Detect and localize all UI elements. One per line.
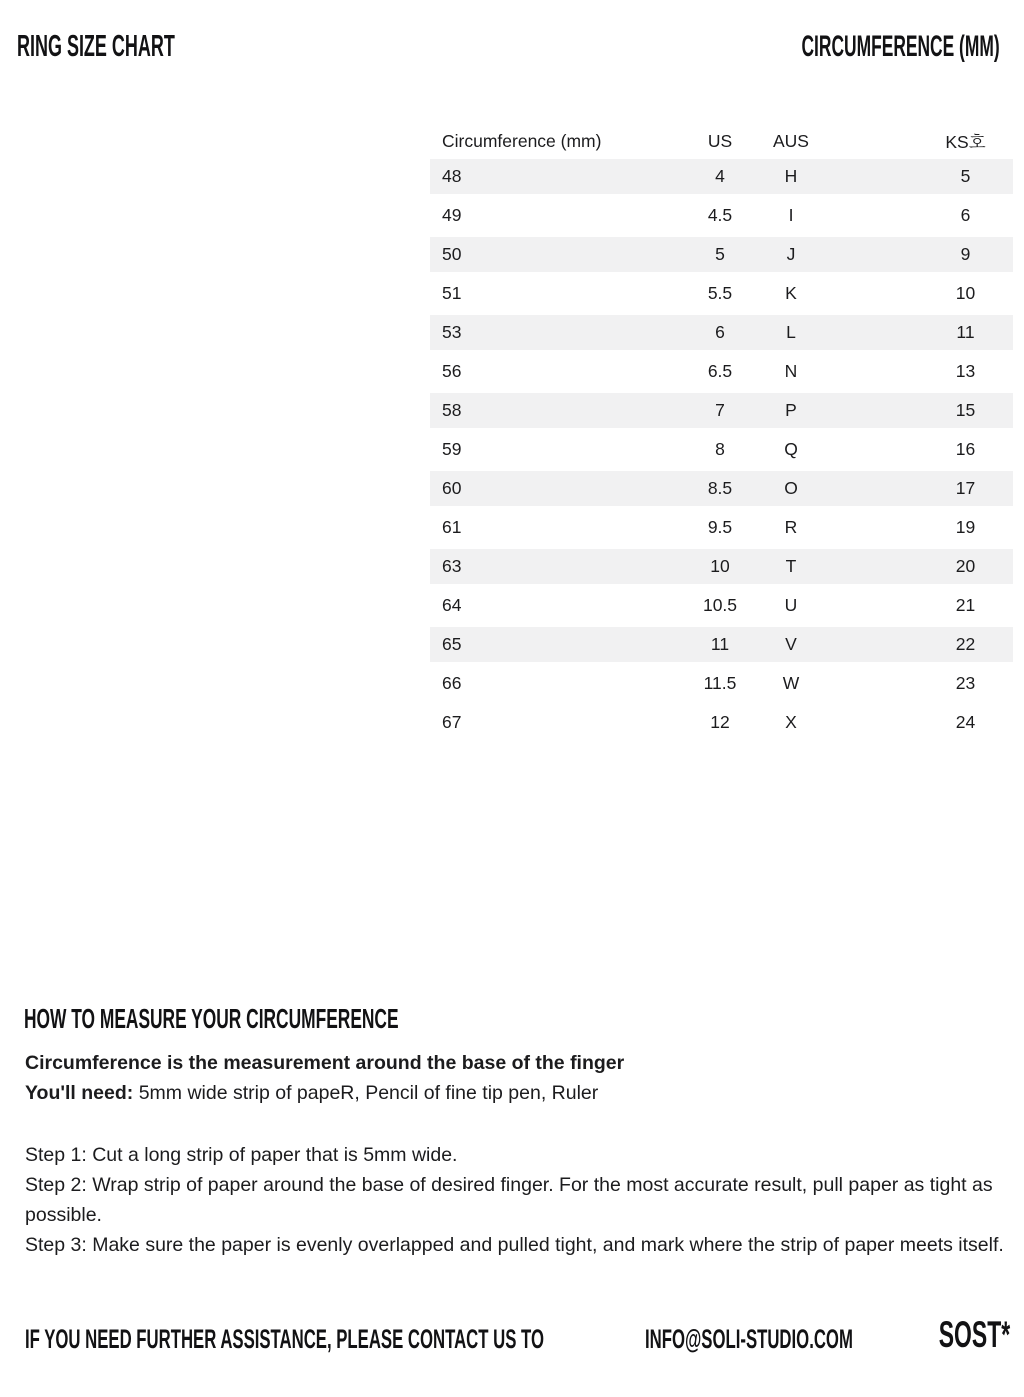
cell-us-size: 12 xyxy=(710,712,730,732)
footer-email[interactable]: INFO@SOLI-STUDIO.COM xyxy=(645,1324,853,1354)
cell-circumference: 63 xyxy=(442,556,462,576)
cell-ks-size: 17 xyxy=(955,478,976,498)
cell-aus-size: J xyxy=(786,244,796,264)
cell-aus-size: I xyxy=(788,205,794,225)
step-1: Step 1: Cut a long strip of paper that is 5mm wide. xyxy=(25,1144,458,1166)
cell-us-size: 8.5 xyxy=(707,478,733,498)
cell-circumference: 58 xyxy=(442,400,462,420)
cell-us-size: 10 xyxy=(710,556,730,576)
howto-heading: HOW TO MEASURE YOUR CIRCUMFERENCE xyxy=(24,1003,399,1034)
cell-ks-size: 22 xyxy=(955,634,976,654)
table-row xyxy=(430,588,1013,623)
materials-list: 5mm wide strip of papeR, Pencil of fine tip pen, Ruler xyxy=(133,1082,599,1104)
cell-aus-size: H xyxy=(784,166,798,186)
step-2: Step 2: Wrap strip of paper around the base of desired finger. For the most accurate result, pull paper as tight as possible. xyxy=(25,1174,993,1226)
cell-aus-size: P xyxy=(785,400,797,420)
cell-aus-size: K xyxy=(785,283,797,303)
cell-ks-size: 24 xyxy=(955,712,976,732)
cell-ks-size: 15 xyxy=(955,400,976,420)
cell-aus-size: Q xyxy=(784,439,798,459)
cell-ks-size: 6 xyxy=(960,205,971,225)
cell-ks-size: 20 xyxy=(955,556,976,576)
cell-circumference: 60 xyxy=(442,478,462,498)
cell-us-size: 4.5 xyxy=(707,205,733,225)
cell-us-size: 6 xyxy=(715,322,725,342)
cell-circumference: 59 xyxy=(442,439,462,459)
ring-size-table xyxy=(430,126,1013,744)
table-row xyxy=(430,159,1013,194)
cell-aus-size: O xyxy=(784,478,798,498)
table-row xyxy=(430,237,1013,272)
cell-aus-size: W xyxy=(782,673,800,693)
header-ks: KS호 xyxy=(945,131,986,152)
cell-us-size: 4 xyxy=(715,166,725,186)
cell-us-size: 8 xyxy=(715,439,725,459)
table-row xyxy=(430,354,1013,389)
table-row xyxy=(430,432,1013,467)
cell-aus-size: X xyxy=(785,712,797,732)
cell-us-size: 7 xyxy=(715,400,725,420)
table-row xyxy=(430,549,1013,584)
header-circumference: Circumference (mm) xyxy=(442,130,602,151)
cell-ks-size: 11 xyxy=(956,322,975,342)
header-us: US xyxy=(707,130,733,151)
howto-materials xyxy=(25,1078,1010,1108)
table-body xyxy=(430,159,1013,740)
cell-circumference: 67 xyxy=(442,712,462,732)
cell-circumference: 48 xyxy=(442,166,462,186)
howto-definition: Circumference is the measurement around the base of the finger xyxy=(25,1052,625,1074)
cell-circumference: 50 xyxy=(442,244,462,264)
cell-us-size: 11.5 xyxy=(703,673,737,693)
cell-ks-size: 23 xyxy=(955,673,976,693)
howto-steps xyxy=(25,1140,1010,1260)
cell-ks-size: 5 xyxy=(960,166,971,186)
cell-circumference: 65 xyxy=(442,634,462,654)
cell-ks-size: 10 xyxy=(955,283,976,303)
table-row xyxy=(430,471,1013,506)
cell-circumference: 56 xyxy=(442,361,462,381)
cell-aus-size: L xyxy=(786,322,796,342)
cell-us-size: 6.5 xyxy=(707,361,733,381)
table-row xyxy=(430,393,1013,428)
cell-aus-size: U xyxy=(784,595,798,615)
header-aus: AUS xyxy=(773,130,809,151)
cell-us-size: 11 xyxy=(710,634,730,654)
cell-circumference: 53 xyxy=(442,322,462,342)
cell-circumference: 51 xyxy=(442,283,462,303)
footer-assistance-text: IF YOU NEED FURTHER ASSISTANCE, PLEASE CONTACT US TO xyxy=(25,1324,544,1354)
cell-aus-size: R xyxy=(784,517,798,537)
step-3: Step 3: Make sure the paper is evenly overlapped and pulled tight, and mark where the strip of paper meets itself. xyxy=(25,1234,1004,1256)
circumference-unit-title: CIRCUMFERENCE (MM) xyxy=(801,30,1000,63)
cell-us-size: 5.5 xyxy=(707,283,733,303)
howto-intro xyxy=(25,1048,1010,1108)
brand-logo: SOST* xyxy=(938,1314,1010,1355)
table-header-row xyxy=(430,126,1013,156)
cell-ks-size: 13 xyxy=(955,361,976,381)
cell-aus-size: T xyxy=(785,556,797,576)
table-row xyxy=(430,666,1013,701)
cell-circumference: 49 xyxy=(442,205,462,225)
cell-aus-size: V xyxy=(785,634,797,654)
cell-ks-size: 16 xyxy=(955,439,976,459)
cell-aus-size: N xyxy=(784,361,798,381)
table-row xyxy=(430,705,1013,740)
cell-circumference: 66 xyxy=(442,673,462,693)
page-title: RING SIZE CHART xyxy=(17,28,175,63)
cell-circumference: 61 xyxy=(442,517,462,537)
cell-circumference: 64 xyxy=(442,595,462,615)
table-row xyxy=(430,510,1013,545)
cell-us-size: 10.5 xyxy=(702,595,738,615)
cell-ks-size: 9 xyxy=(960,244,971,264)
cell-ks-size: 19 xyxy=(955,517,976,537)
cell-us-size: 5 xyxy=(715,244,725,264)
table-row xyxy=(430,627,1013,662)
table-row xyxy=(430,315,1013,350)
cell-us-size: 9.5 xyxy=(707,517,733,537)
table-row xyxy=(430,198,1013,233)
materials-label: You'll need: xyxy=(25,1082,134,1104)
cell-ks-size: 21 xyxy=(955,595,976,615)
table-row xyxy=(430,276,1013,311)
